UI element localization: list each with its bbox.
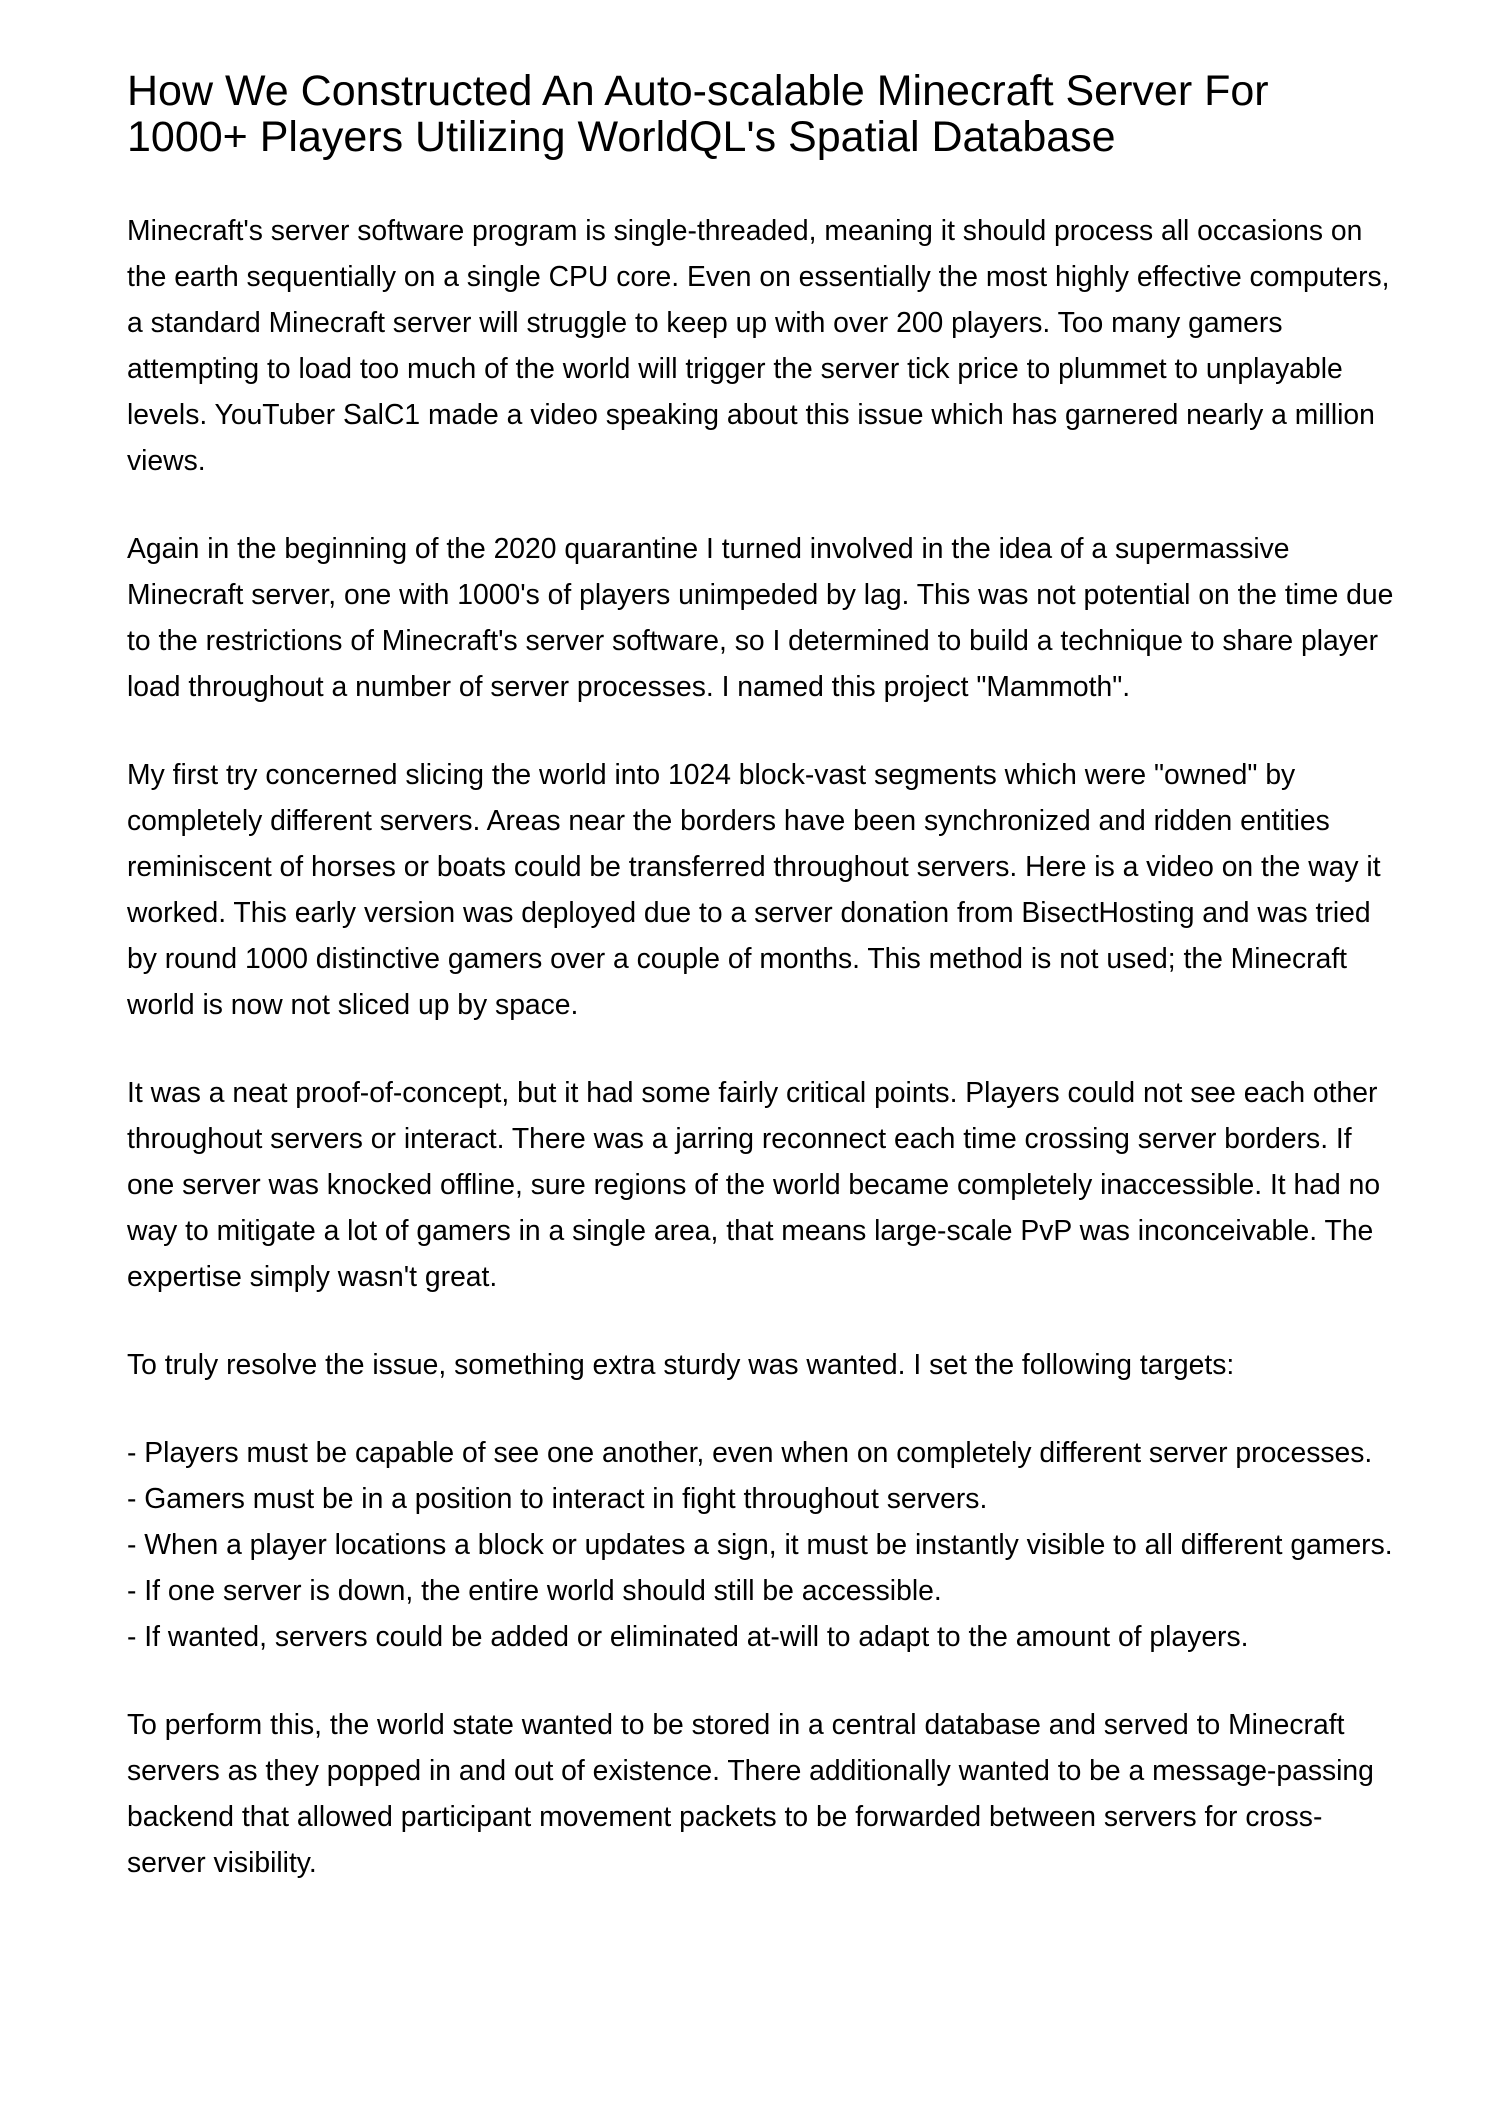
paragraph-proof-of-concept: It was a neat proof-of-concept, but it had some fairly critical points. Players could not see each other throughout servers or interact. There was a jarring reconnect each time crossing server borders. If one server was knocked offline, sure regions of the world became completely inaccessible. It had no way to mitigate a lot of gamers in a single area, that means large-scale PvP was inconceivable. The expertise simply wasn't great.	[127, 1076, 1381, 1292]
goal-item: - When a player locations a block or updates a sign, it must be instantly visible to all different gamers.	[127, 1528, 1393, 1560]
paragraph-closing: To perform this, the world state wanted to be stored in a central database and served to Minecraft servers as they popped in and out of existence. There additionally wanted to be a message-passing backend that allowed participant movement packets to be forwarded between servers for cross-server visibility.	[127, 1708, 1374, 1878]
goal-item: - If wanted, servers could be added or eliminated at-will to adapt to the amount of players.	[127, 1620, 1249, 1652]
paragraph-intro: Minecraft's server software program is single-threaded, meaning it should process all occasions on the earth sequentially on a single CPU core. Even on essentially the most highly effective computers, a standard Minecraft server will struggle to keep up with over 200 players. Too many gamers attempting to load too much of the world will trigger the server tick price to plummet to unplayable levels. YouTuber SalC1 made a video speaking about this issue which has garnered nearly a million views.	[127, 214, 1390, 476]
document-body	[127, 207, 1397, 1885]
document-title: How We Constructed An Auto-scalable Minecraft Server For 1000+ Players Utilizing WorldQL's Spatial Database	[127, 67, 1269, 161]
goal-item: - If one server is down, the entire world should still be accessible.	[127, 1574, 942, 1606]
paragraph-first-try: My first try concerned slicing the world into 1024 block-vast segments which were "owned" by completely different servers. Areas near the borders have been synchronized and ridden entities reminiscent of horses or boats could be transferred throughout servers. Here is a video on the way it worked. This early version was deployed due to a server donation from BisectHosting and was tried by round 1000 distinctive gamers over a couple of months. This method is not used; the Minecraft world is now not sliced up by space.	[127, 758, 1381, 1020]
paragraph-targets-intro: To truly resolve the issue, something extra sturdy was wanted. I set the following targets:	[127, 1348, 1235, 1380]
document-page	[127, 68, 1397, 1927]
paragraph-quarantine: Again in the beginning of the 2020 quarantine I turned involved in the idea of a supermassive Minecraft server, one with 1000's of players unimpeded by lag. This was not potential on the time due to the restrictions of Minecraft's server software, so I determined to build a technique to share player load throughout a number of server processes. I named this project "Mammoth".	[127, 532, 1394, 702]
goal-item: - Gamers must be in a position to interact in fight throughout servers.	[127, 1482, 988, 1514]
goals-list	[127, 1429, 1397, 1659]
goal-item: - Players must be capable of see one another, even when on completely different server processes.	[127, 1436, 1373, 1468]
